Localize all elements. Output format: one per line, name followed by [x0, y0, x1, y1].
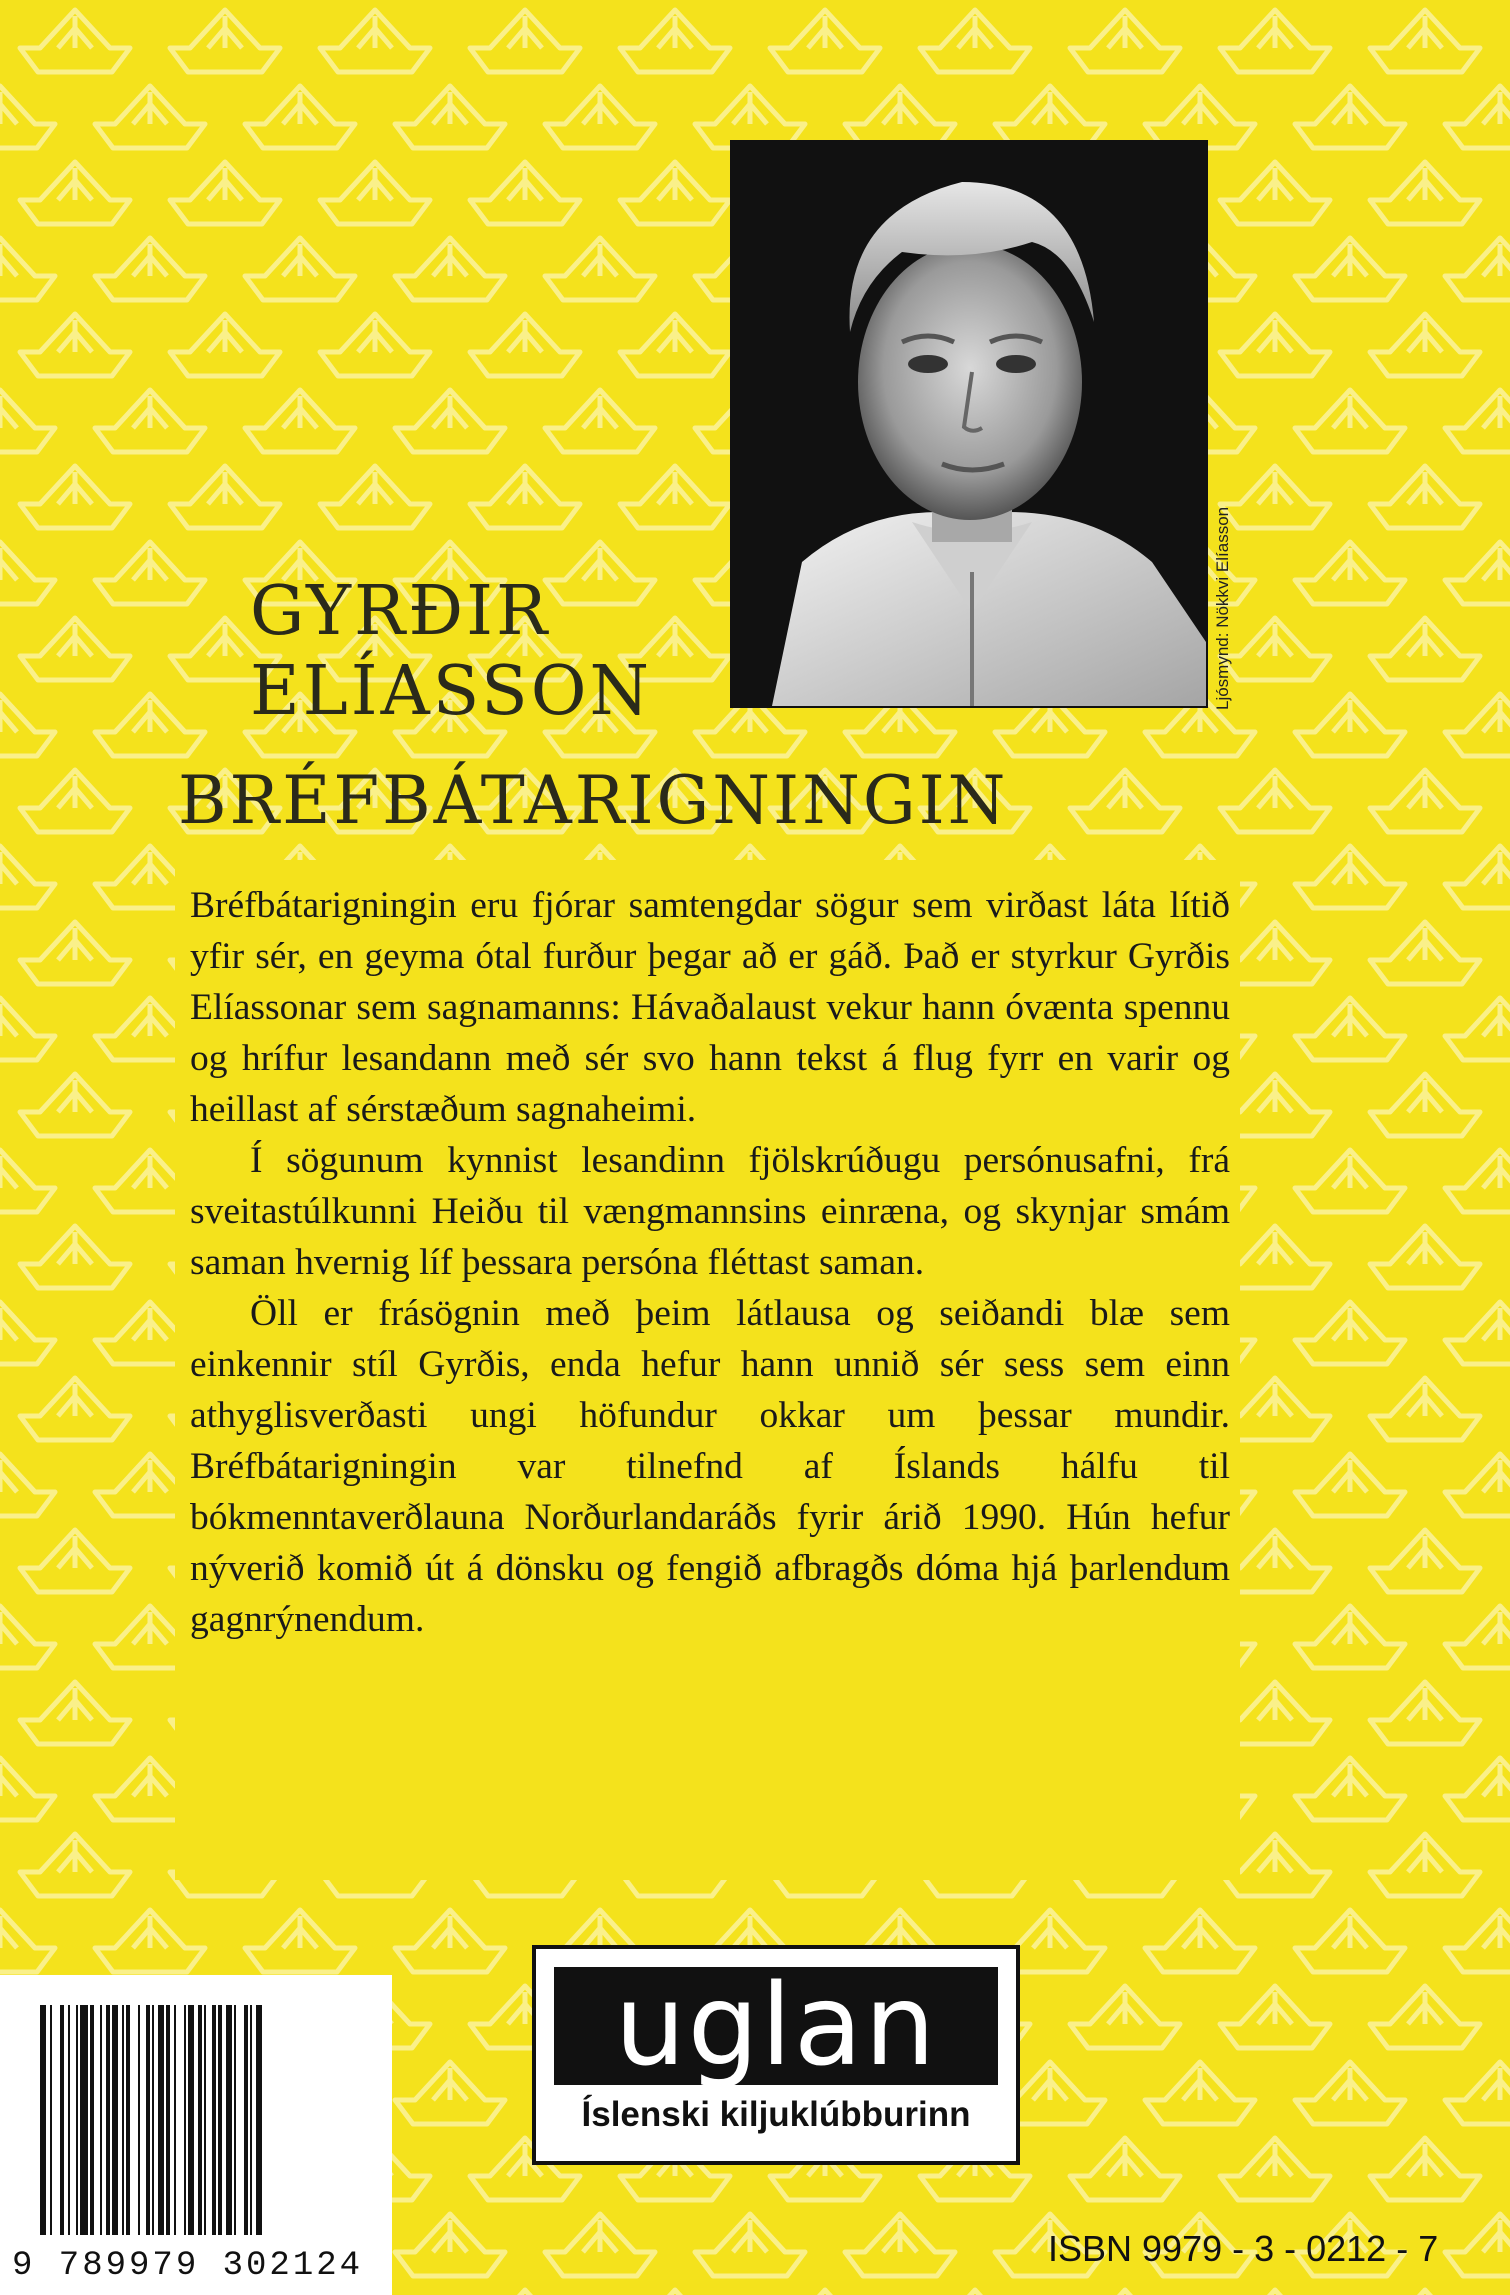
barcode-bar: [112, 2005, 118, 2235]
barcode-bar: [90, 2005, 94, 2235]
blurb-paragraph: Bréfbátarigningin eru fjórar samtengdar sögur sem virðast láta lítið yfir sér, en geyma ótal furður þegar að er gáð. Það er styrkur Gyrðis Elíassonar sem sagnamanns: Hávaðalaust vekur hann óvænta spennu og hrífur lesandann með sér svo hann tekst á flug fyrr en varir og heillast af sérstæðum sagnaheimi.: [190, 885, 1230, 1130]
barcode-bar: [126, 2005, 130, 2235]
blurb-paragraph: Í sögunum kynnist lesandinn fjölskrúðugu persónusafni, frá sveitastúlkunni Heiðu til vængmannsins einræna, og skynjar smám saman hvernig líf þessara persóna fléttast saman.: [190, 1140, 1230, 1283]
barcode-bar: [226, 2005, 232, 2235]
publisher-tagline: Íslenski kiljuklúbburinn: [581, 2095, 971, 2134]
barcode-bar: [218, 2005, 222, 2235]
author-name-last: ELÍASSON: [250, 652, 652, 731]
author-name-first: GYRÐIR: [250, 572, 551, 651]
barcode-bar: [184, 2005, 186, 2235]
barcode: [0, 1975, 392, 2295]
barcode-bar: [174, 2005, 176, 2235]
barcode-bar: [244, 2005, 248, 2235]
blurb-text: [190, 880, 1230, 1645]
barcode-bar: [204, 2005, 206, 2235]
barcode-bar: [256, 2005, 262, 2235]
isbn-number: ISBN 9979 - 3 - 0212 - 7: [1048, 2228, 1439, 2269]
barcode-bar: [152, 2005, 154, 2235]
barcode-bar: [100, 2005, 102, 2235]
barcode-bar: [188, 2005, 194, 2235]
photo-credit: Ljósmynd: Nökkvi Elíasson: [1213, 506, 1232, 710]
logo-wordmark-box: [554, 1961, 998, 2091]
logo-wordmark: uglan: [614, 1961, 938, 2091]
book-title: BRÉFBÁTARIGNINGIN: [178, 762, 1009, 839]
barcode-bar: [158, 2005, 164, 2235]
barcode-bar: [138, 2005, 140, 2235]
barcode-bar: [80, 2005, 88, 2235]
barcode-bar: [166, 2005, 170, 2235]
barcode-digits: 9 789979 302124: [12, 2247, 364, 2285]
barcode-bar: [76, 2005, 78, 2235]
barcode-bar: [250, 2005, 252, 2235]
author-photo: [730, 140, 1208, 708]
barcode-bar: [40, 2005, 46, 2235]
barcode-bar: [122, 2005, 124, 2235]
barcode-bar: [50, 2005, 52, 2235]
barcode-bar: [146, 2005, 150, 2235]
barcode-bar: [198, 2005, 202, 2235]
barcode-bar: [60, 2005, 64, 2235]
publisher-logo: [532, 1945, 1020, 2165]
blurb-paragraph: Öll er frásögnin með þeim látlausa og seiðandi blæ sem einkennir stíl Gyrðis, enda hefur hann unnið sér sess sem einn athyglisverðasti ungi höfundur okkar um þessar mundir. Bréfbátarigningin var tilnefnd af Íslands hálfu til bókmenntaverðlauna Norðurlandaráðs fyrir árið 1990. Hún hefur nýverið komið út á dönsku og fengið afbragðs dóma hjá þarlendum gagnrýnendum.: [190, 1293, 1230, 1640]
barcode-bar: [234, 2005, 236, 2235]
barcode-bar: [68, 2005, 70, 2235]
barcode-bar: [212, 2005, 216, 2235]
barcode-bar: [106, 2005, 110, 2235]
